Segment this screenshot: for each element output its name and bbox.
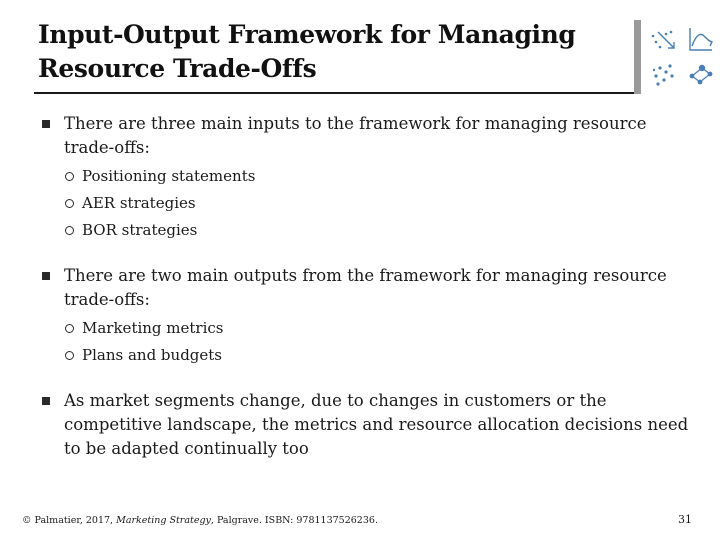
bullet-text: There are two main outputs from the framework for managing resource trade-offs: — [64, 266, 667, 309]
bullet-outputs — [40, 264, 690, 312]
citation-footer — [22, 515, 378, 526]
scatter-arrow-icon — [652, 31, 674, 49]
ring-bullet-icon — [65, 226, 74, 235]
citation-prefix: © Palmatier, 2017, — [22, 515, 117, 526]
square-bullet-icon — [42, 120, 50, 128]
title-divider-bar — [634, 20, 641, 94]
ring-bullet-icon — [65, 351, 74, 360]
page-number: 31 — [678, 513, 692, 526]
square-bullet-icon — [42, 397, 50, 405]
ring-bullet-icon — [65, 324, 74, 333]
sub-bullet — [40, 217, 690, 244]
ring-bullet-icon — [65, 172, 74, 181]
square-bullet-icon — [42, 272, 50, 280]
bullet-adaptation — [40, 389, 690, 461]
sub-bullet — [40, 342, 690, 369]
sub-bullet-text: Plans and budgets — [82, 346, 223, 364]
network-icon — [690, 65, 713, 85]
citation-suffix: , Palgrave. ISBN: 9781137526236. — [210, 515, 378, 526]
curve-arrow-icon — [690, 28, 712, 50]
sub-bullet-list — [40, 315, 690, 369]
bullet-list — [40, 112, 690, 461]
sub-bullet — [40, 315, 690, 342]
sub-bullet — [40, 163, 690, 190]
ring-bullet-icon — [65, 199, 74, 208]
dot-cluster-icon — [653, 64, 674, 85]
sub-bullet-text: Positioning statements — [82, 167, 256, 185]
sub-bullet-text: BOR strategies — [82, 221, 198, 239]
title-underline — [34, 92, 636, 94]
marketing-strategy-logo — [646, 20, 718, 94]
bullet-inputs — [40, 112, 690, 160]
bullet-text: As market segments change, due to changes in customers or the competitive landscape, the metrics and resource allocation decisions need to be adapted continually too — [64, 391, 689, 458]
sub-bullet-text: Marketing metrics — [82, 319, 224, 337]
citation-book-title: Marketing Strategy — [116, 515, 211, 526]
slide-title: Input-Output Framework for Managing Resource Trade-Offs — [38, 20, 576, 83]
sub-bullet-list — [40, 163, 690, 244]
bullet-text: There are three main inputs to the framework for managing resource trade-offs: — [64, 114, 647, 157]
sub-bullet-text: AER strategies — [82, 194, 196, 212]
sub-bullet — [40, 190, 690, 217]
